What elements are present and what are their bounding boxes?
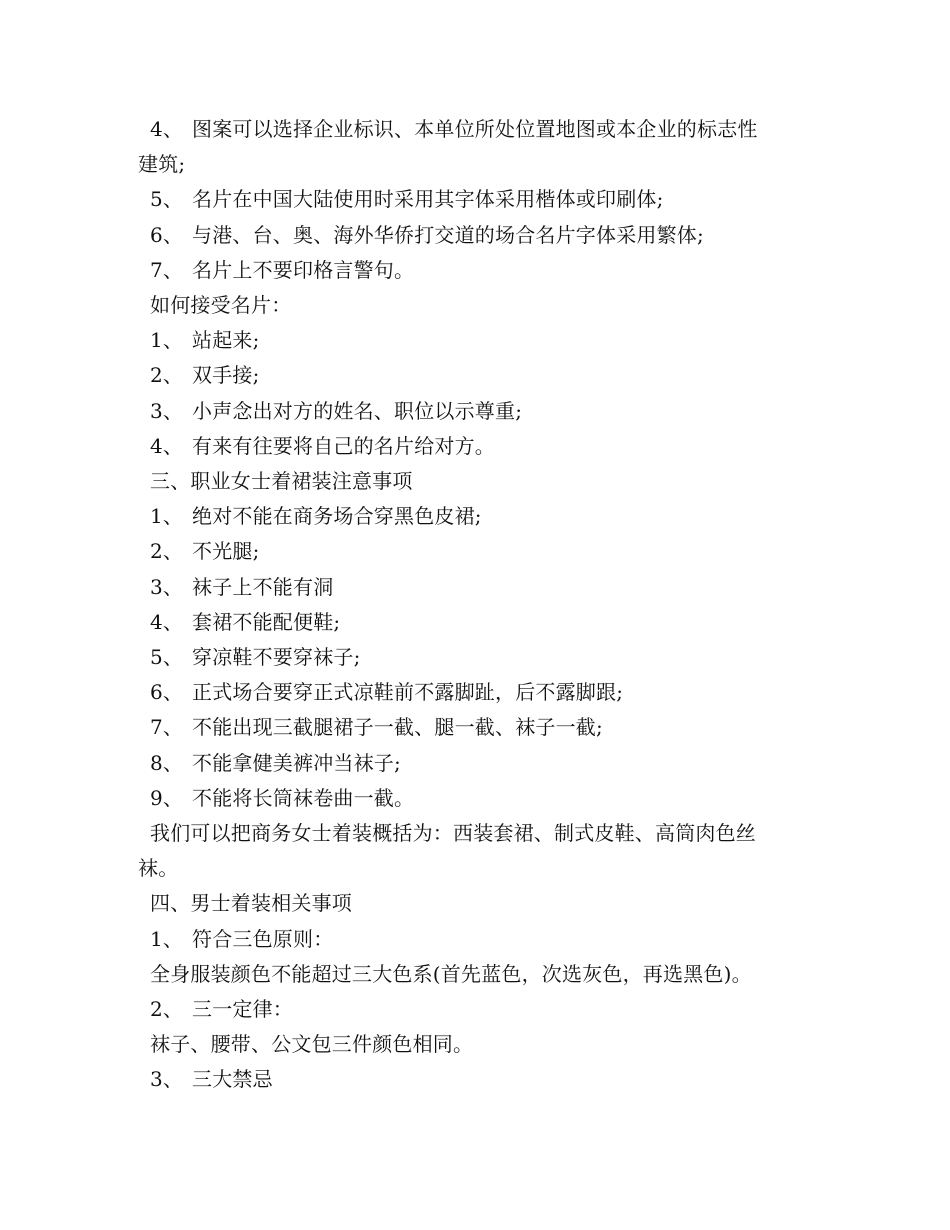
item-text: 套裙不能配便鞋; <box>192 609 341 634</box>
item-text: 名片上不要印格言警句。 <box>192 257 415 282</box>
item-number: 3、 <box>150 574 184 599</box>
item-number: 5、 <box>150 645 184 670</box>
item-number: 7、 <box>150 257 184 282</box>
section-heading: 三、职业女士着裙装注意事项 <box>150 469 413 494</box>
item-number: 1、 <box>150 328 184 353</box>
list-item <box>138 746 818 781</box>
item-text: 袜子上不能有洞 <box>192 574 334 599</box>
item-text: 站起来; <box>192 328 260 353</box>
item-number: 2、 <box>150 997 184 1022</box>
list-item <box>138 710 818 745</box>
list-item <box>138 675 818 710</box>
item-number: 3、 <box>150 1067 184 1092</box>
item-text: 双手接; <box>192 363 260 388</box>
item-text: 穿凉鞋不要穿袜子; <box>192 645 361 670</box>
item-text: 符合三色原则： <box>192 926 334 951</box>
list-item <box>138 112 818 182</box>
list-item <box>138 218 818 253</box>
list-item <box>138 429 818 464</box>
item-number: 4、 <box>150 609 184 634</box>
item-number: 9、 <box>150 785 184 810</box>
item-number: 2、 <box>150 539 184 564</box>
list-item <box>138 922 818 957</box>
item-text: 图案可以选择企业标识、本单位所处位置地图或本企业的标志性 <box>192 117 758 141</box>
document-body <box>138 112 818 1098</box>
paragraph-text-continued: 袜。 <box>138 856 179 881</box>
item-number: 8、 <box>150 750 184 775</box>
item-number: 6、 <box>150 680 184 705</box>
item-number: 1、 <box>150 504 184 529</box>
list-item <box>138 394 818 429</box>
item-text: 名片在中国大陆使用时采用其字体采用楷体或印刷体; <box>192 187 664 212</box>
item-text: 不能出现三截腿裙子一截、腿一截、袜子一截; <box>192 715 603 740</box>
item-text: 绝对不能在商务场合穿黑色皮裙; <box>192 504 482 529</box>
item-text: 不能将长筒袜卷曲一截。 <box>192 785 415 810</box>
list-item <box>138 992 818 1027</box>
paragraph <box>138 816 818 886</box>
item-text: 不光腿; <box>192 539 260 564</box>
paragraph-text: 我们可以把商务女士着装概括为：西装套裙、制式皮鞋、高筒肉色丝 <box>150 821 756 846</box>
item-number: 1、 <box>150 926 184 951</box>
item-number: 2、 <box>150 363 184 388</box>
item-number: 6、 <box>150 222 184 247</box>
item-text: 小声念出对方的姓名、职位以示尊重; <box>192 398 523 423</box>
item-text: 与港、台、奥、海外华侨打交道的场合名片字体采用繁体; <box>192 222 704 247</box>
item-text: 三大禁忌 <box>192 1067 273 1092</box>
item-text: 三一定律： <box>192 997 293 1022</box>
list-item <box>138 1062 818 1097</box>
paragraph: 袜子、腰带、公文包三件颜色相同。 <box>150 1032 474 1057</box>
item-text: 有来有往要将自己的名片给对方。 <box>192 433 495 458</box>
list-item <box>138 640 818 675</box>
section-heading: 如何接受名片： <box>150 293 292 318</box>
paragraph: 全身服装颜色不能超过三大色系(首先蓝色，次选灰色，再选黑色)。 <box>150 961 752 986</box>
item-number: 4、 <box>150 433 184 458</box>
list-item <box>138 499 818 534</box>
item-text: 不能拿健美裤冲当袜子; <box>192 750 401 775</box>
list-item <box>138 358 818 393</box>
list-item <box>138 570 818 605</box>
list-item <box>138 182 818 217</box>
list-item <box>138 534 818 569</box>
section-heading: 四、男士着装相关事项 <box>150 891 352 916</box>
item-text: 正式场合要穿正式凉鞋前不露脚趾，后不露脚跟; <box>192 680 624 705</box>
item-text-continued: 建筑; <box>138 152 186 177</box>
item-number: 3、 <box>150 398 184 423</box>
list-item <box>138 605 818 640</box>
list-item <box>138 253 818 288</box>
item-number: 7、 <box>150 715 184 740</box>
item-number: 5、 <box>150 187 184 212</box>
list-item <box>138 323 818 358</box>
item-number: 4、 <box>150 117 184 141</box>
list-item <box>138 781 818 816</box>
